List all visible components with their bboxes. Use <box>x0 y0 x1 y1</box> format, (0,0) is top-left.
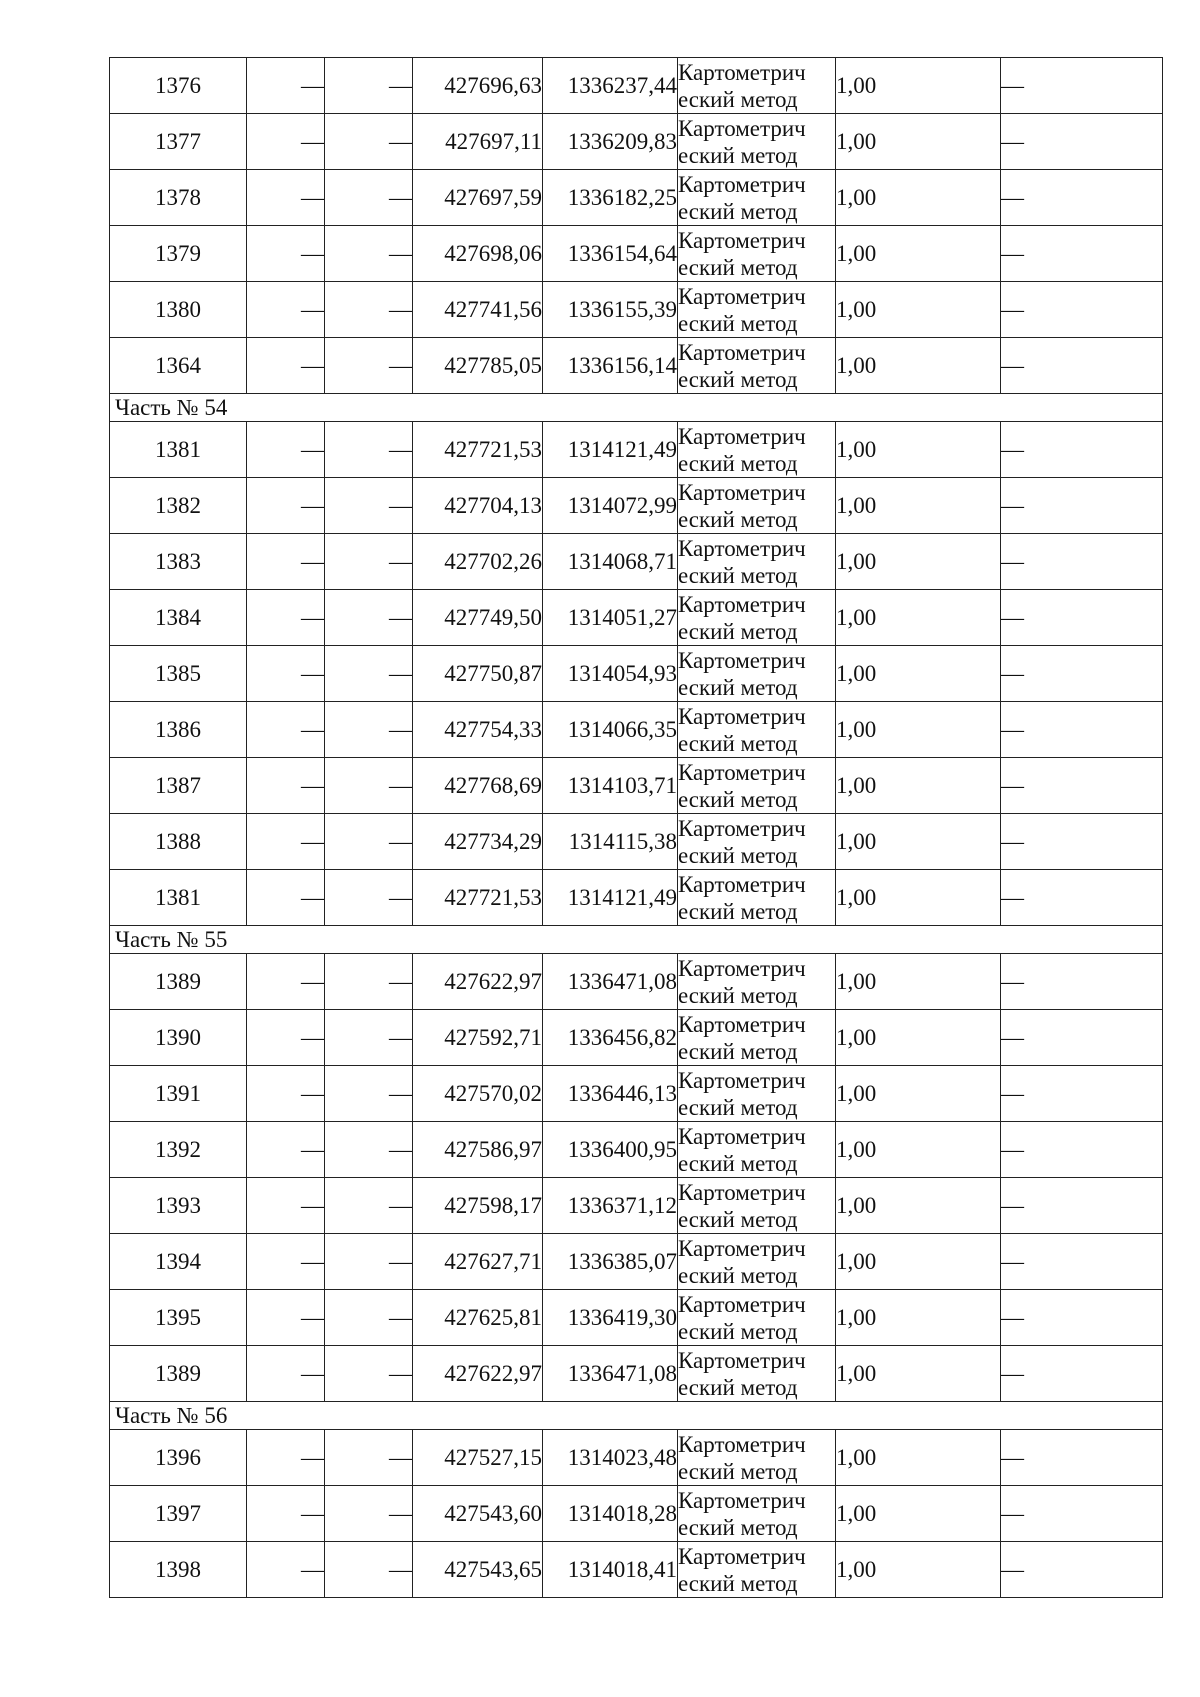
old-y-dash: — <box>325 646 413 702</box>
accuracy-value: 1,00 <box>836 646 1001 702</box>
old-y-dash: — <box>325 1346 413 1402</box>
description-dash: — <box>1001 1178 1163 1234</box>
old-y-dash: — <box>325 422 413 478</box>
coordinate-y: 1314072,99 <box>543 478 678 534</box>
accuracy-value: 1,00 <box>836 1122 1001 1178</box>
method-line-2: еский метод <box>678 1150 798 1176</box>
method-cell <box>678 1486 836 1542</box>
method-line-1: Картометрич <box>678 283 806 309</box>
table-row <box>110 534 1163 590</box>
point-number: 1379 <box>110 226 247 282</box>
coordinate-x: 427750,87 <box>413 646 543 702</box>
old-y-dash: — <box>325 1290 413 1346</box>
description-dash: — <box>1001 1486 1163 1542</box>
table-row <box>110 170 1163 226</box>
method-line-1: Картометрич <box>678 1487 806 1513</box>
accuracy-value: 1,00 <box>836 1542 1001 1598</box>
description-dash: — <box>1001 870 1163 926</box>
point-number: 1389 <box>110 1346 247 1402</box>
accuracy-value: 1,00 <box>836 1430 1001 1486</box>
coordinate-y: 1314066,35 <box>543 702 678 758</box>
coordinate-x: 427702,26 <box>413 534 543 590</box>
method-cell <box>678 702 836 758</box>
coordinate-y: 1314103,71 <box>543 758 678 814</box>
coordinate-y: 1314023,48 <box>543 1430 678 1486</box>
point-number: 1381 <box>110 870 247 926</box>
method-line-2: еский метод <box>678 562 798 588</box>
point-number: 1386 <box>110 702 247 758</box>
accuracy-value: 1,00 <box>836 590 1001 646</box>
coordinate-y: 1336237,44 <box>543 58 678 114</box>
table-row <box>110 226 1163 282</box>
method-cell <box>678 422 836 478</box>
coordinate-y: 1336154,64 <box>543 226 678 282</box>
coordinate-x: 427625,81 <box>413 1290 543 1346</box>
method-line-2: еский метод <box>678 982 798 1008</box>
old-y-dash: — <box>325 282 413 338</box>
old-x-dash: — <box>247 814 325 870</box>
coordinates-table <box>109 57 1163 1598</box>
description-dash: — <box>1001 338 1163 394</box>
table-row <box>110 1430 1163 1486</box>
description-dash: — <box>1001 282 1163 338</box>
table-row <box>110 1542 1163 1598</box>
method-line-1: Картометрич <box>678 1431 806 1457</box>
point-number: 1393 <box>110 1178 247 1234</box>
method-line-1: Картометрич <box>678 871 806 897</box>
table-row <box>110 702 1163 758</box>
coordinate-x: 427622,97 <box>413 954 543 1010</box>
coordinate-x: 427768,69 <box>413 758 543 814</box>
point-number: 1392 <box>110 1122 247 1178</box>
accuracy-value: 1,00 <box>836 338 1001 394</box>
description-dash: — <box>1001 1430 1163 1486</box>
coordinate-x: 427543,60 <box>413 1486 543 1542</box>
old-y-dash: — <box>325 1234 413 1290</box>
description-dash: — <box>1001 590 1163 646</box>
table-row <box>110 1178 1163 1234</box>
method-line-2: еский метод <box>678 730 798 756</box>
point-number: 1387 <box>110 758 247 814</box>
coordinate-x: 427704,13 <box>413 478 543 534</box>
old-y-dash: — <box>325 814 413 870</box>
description-dash: — <box>1001 702 1163 758</box>
table-row <box>110 758 1163 814</box>
method-cell <box>678 282 836 338</box>
point-number: 1378 <box>110 170 247 226</box>
old-x-dash: — <box>247 58 325 114</box>
method-cell <box>678 1346 836 1402</box>
method-line-2: еский метод <box>678 1318 798 1344</box>
table-row <box>110 1346 1163 1402</box>
coordinate-x: 427697,11 <box>413 114 543 170</box>
point-number: 1364 <box>110 338 247 394</box>
coordinate-y: 1314018,28 <box>543 1486 678 1542</box>
coordinate-y: 1336182,25 <box>543 170 678 226</box>
old-y-dash: — <box>325 534 413 590</box>
old-x-dash: — <box>247 870 325 926</box>
method-cell <box>678 814 836 870</box>
method-line-1: Картометрич <box>678 759 806 785</box>
coordinate-x: 427721,53 <box>413 870 543 926</box>
point-number: 1389 <box>110 954 247 1010</box>
method-line-2: еский метод <box>678 1514 798 1540</box>
coordinate-x: 427734,29 <box>413 814 543 870</box>
method-line-1: Картометрич <box>678 479 806 505</box>
method-line-2: еский метод <box>678 898 798 924</box>
part-header-row <box>110 1402 1163 1430</box>
old-x-dash: — <box>247 170 325 226</box>
method-cell <box>678 338 836 394</box>
coordinate-x: 427749,50 <box>413 590 543 646</box>
part-header-row <box>110 926 1163 954</box>
method-cell <box>678 114 836 170</box>
point-number: 1390 <box>110 1010 247 1066</box>
coordinate-x: 427598,17 <box>413 1178 543 1234</box>
method-line-1: Картометрич <box>678 703 806 729</box>
table-row <box>110 114 1163 170</box>
part-label: Часть № 54 <box>110 394 1163 422</box>
method-line-2: еский метод <box>678 1038 798 1064</box>
table-row <box>110 1010 1163 1066</box>
coordinate-y: 1314054,93 <box>543 646 678 702</box>
coordinate-y: 1336446,13 <box>543 1066 678 1122</box>
old-x-dash: — <box>247 1010 325 1066</box>
point-number: 1380 <box>110 282 247 338</box>
table-row <box>110 338 1163 394</box>
old-x-dash: — <box>247 282 325 338</box>
table-row <box>110 1486 1163 1542</box>
point-number: 1397 <box>110 1486 247 1542</box>
accuracy-value: 1,00 <box>836 758 1001 814</box>
coordinate-x: 427592,71 <box>413 1010 543 1066</box>
description-dash: — <box>1001 646 1163 702</box>
old-x-dash: — <box>247 1346 325 1402</box>
method-line-1: Картометрич <box>678 1011 806 1037</box>
method-cell <box>678 646 836 702</box>
coordinate-y: 1336385,07 <box>543 1234 678 1290</box>
method-line-1: Картометрич <box>678 815 806 841</box>
description-dash: — <box>1001 114 1163 170</box>
table-row <box>110 282 1163 338</box>
method-cell <box>678 226 836 282</box>
description-dash: — <box>1001 758 1163 814</box>
old-y-dash: — <box>325 1010 413 1066</box>
coordinate-y: 1336371,12 <box>543 1178 678 1234</box>
old-x-dash: — <box>247 1066 325 1122</box>
method-line-1: Картометрич <box>678 171 806 197</box>
description-dash: — <box>1001 954 1163 1010</box>
table-row <box>110 58 1163 114</box>
coordinate-y: 1314051,27 <box>543 590 678 646</box>
method-line-2: еский метод <box>678 786 798 812</box>
accuracy-value: 1,00 <box>836 226 1001 282</box>
old-x-dash: — <box>247 1290 325 1346</box>
method-cell <box>678 1066 836 1122</box>
description-dash: — <box>1001 58 1163 114</box>
method-line-1: Картометрич <box>678 1179 806 1205</box>
description-dash: — <box>1001 1122 1163 1178</box>
method-line-2: еский метод <box>678 1094 798 1120</box>
old-y-dash: — <box>325 954 413 1010</box>
old-x-dash: — <box>247 1542 325 1598</box>
old-y-dash: — <box>325 114 413 170</box>
point-number: 1398 <box>110 1542 247 1598</box>
description-dash: — <box>1001 478 1163 534</box>
accuracy-value: 1,00 <box>836 170 1001 226</box>
old-y-dash: — <box>325 1486 413 1542</box>
old-x-dash: — <box>247 702 325 758</box>
method-line-2: еский метод <box>678 86 798 112</box>
old-x-dash: — <box>247 758 325 814</box>
method-line-1: Картометрич <box>678 955 806 981</box>
old-y-dash: — <box>325 758 413 814</box>
description-dash: — <box>1001 1290 1163 1346</box>
coordinate-y: 1336419,30 <box>543 1290 678 1346</box>
table-row <box>110 646 1163 702</box>
method-cell <box>678 478 836 534</box>
method-cell <box>678 1122 836 1178</box>
coordinate-y: 1336155,39 <box>543 282 678 338</box>
point-number: 1396 <box>110 1430 247 1486</box>
coordinate-x: 427785,05 <box>413 338 543 394</box>
coordinate-x: 427697,59 <box>413 170 543 226</box>
accuracy-value: 1,00 <box>836 814 1001 870</box>
coordinate-x: 427696,63 <box>413 58 543 114</box>
method-line-1: Картометрич <box>678 1347 806 1373</box>
description-dash: — <box>1001 226 1163 282</box>
old-x-dash: — <box>247 534 325 590</box>
table-row <box>110 954 1163 1010</box>
method-line-1: Картометрич <box>678 423 806 449</box>
table-row <box>110 1290 1163 1346</box>
old-y-dash: — <box>325 702 413 758</box>
old-y-dash: — <box>325 58 413 114</box>
coordinates-document <box>109 57 1162 1598</box>
description-dash: — <box>1001 1010 1163 1066</box>
old-y-dash: — <box>325 1066 413 1122</box>
old-y-dash: — <box>325 338 413 394</box>
description-dash: — <box>1001 534 1163 590</box>
method-cell <box>678 1178 836 1234</box>
method-line-2: еский метод <box>678 142 798 168</box>
old-x-dash: — <box>247 478 325 534</box>
coordinate-y: 1314068,71 <box>543 534 678 590</box>
coordinate-x: 427741,56 <box>413 282 543 338</box>
accuracy-value: 1,00 <box>836 1346 1001 1402</box>
method-cell <box>678 1430 836 1486</box>
table-row <box>110 814 1163 870</box>
method-cell <box>678 870 836 926</box>
method-line-2: еский метод <box>678 366 798 392</box>
table-row <box>110 422 1163 478</box>
coordinate-x: 427586,97 <box>413 1122 543 1178</box>
table-row <box>110 590 1163 646</box>
old-y-dash: — <box>325 478 413 534</box>
old-x-dash: — <box>247 1122 325 1178</box>
method-line-2: еский метод <box>678 450 798 476</box>
accuracy-value: 1,00 <box>836 1486 1001 1542</box>
coordinate-x: 427627,71 <box>413 1234 543 1290</box>
old-x-dash: — <box>247 1178 325 1234</box>
method-line-2: еский метод <box>678 1458 798 1484</box>
coordinate-x: 427721,53 <box>413 422 543 478</box>
old-y-dash: — <box>325 1542 413 1598</box>
accuracy-value: 1,00 <box>836 954 1001 1010</box>
method-line-1: Картометрич <box>678 1291 806 1317</box>
accuracy-value: 1,00 <box>836 422 1001 478</box>
method-cell <box>678 1010 836 1066</box>
coordinate-x: 427570,02 <box>413 1066 543 1122</box>
table-row <box>110 1122 1163 1178</box>
accuracy-value: 1,00 <box>836 870 1001 926</box>
table-body <box>110 58 1163 1598</box>
method-line-2: еский метод <box>678 506 798 532</box>
table-row <box>110 478 1163 534</box>
coordinate-y: 1336471,08 <box>543 1346 678 1402</box>
old-y-dash: — <box>325 590 413 646</box>
method-cell <box>678 954 836 1010</box>
accuracy-value: 1,00 <box>836 702 1001 758</box>
point-number: 1388 <box>110 814 247 870</box>
part-label: Часть № 55 <box>110 926 1163 954</box>
coordinate-y: 1336209,83 <box>543 114 678 170</box>
coordinate-y: 1314121,49 <box>543 422 678 478</box>
method-line-1: Картометрич <box>678 591 806 617</box>
coordinate-x: 427543,65 <box>413 1542 543 1598</box>
old-x-dash: — <box>247 338 325 394</box>
method-cell <box>678 534 836 590</box>
method-line-2: еский метод <box>678 1206 798 1232</box>
method-line-2: еский метод <box>678 198 798 224</box>
accuracy-value: 1,00 <box>836 58 1001 114</box>
point-number: 1384 <box>110 590 247 646</box>
method-line-2: еский метод <box>678 674 798 700</box>
accuracy-value: 1,00 <box>836 1066 1001 1122</box>
table-row <box>110 1066 1163 1122</box>
point-number: 1391 <box>110 1066 247 1122</box>
method-line-2: еский метод <box>678 1374 798 1400</box>
coordinate-x: 427754,33 <box>413 702 543 758</box>
method-cell <box>678 758 836 814</box>
accuracy-value: 1,00 <box>836 282 1001 338</box>
part-header-row <box>110 394 1163 422</box>
description-dash: — <box>1001 1346 1163 1402</box>
method-line-2: еский метод <box>678 254 798 280</box>
method-line-1: Картометрич <box>678 647 806 673</box>
method-line-1: Картометрич <box>678 1067 806 1093</box>
old-y-dash: — <box>325 226 413 282</box>
method-line-2: еский метод <box>678 1262 798 1288</box>
coordinate-y: 1314121,49 <box>543 870 678 926</box>
accuracy-value: 1,00 <box>836 1010 1001 1066</box>
coordinate-x: 427698,06 <box>413 226 543 282</box>
method-line-1: Картометрич <box>678 1123 806 1149</box>
accuracy-value: 1,00 <box>836 478 1001 534</box>
method-cell <box>678 1234 836 1290</box>
old-x-dash: — <box>247 1486 325 1542</box>
point-number: 1385 <box>110 646 247 702</box>
old-y-dash: — <box>325 1178 413 1234</box>
point-number: 1383 <box>110 534 247 590</box>
method-cell <box>678 170 836 226</box>
old-y-dash: — <box>325 1122 413 1178</box>
coordinate-x: 427622,97 <box>413 1346 543 1402</box>
method-line-1: Картометрич <box>678 115 806 141</box>
method-line-1: Картометрич <box>678 339 806 365</box>
description-dash: — <box>1001 1234 1163 1290</box>
coordinate-y: 1336456,82 <box>543 1010 678 1066</box>
method-line-1: Картометрич <box>678 1543 806 1569</box>
method-cell <box>678 58 836 114</box>
point-number: 1382 <box>110 478 247 534</box>
method-line-1: Картометрич <box>678 535 806 561</box>
old-x-dash: — <box>247 954 325 1010</box>
point-number: 1381 <box>110 422 247 478</box>
method-cell <box>678 1290 836 1346</box>
coordinate-y: 1336400,95 <box>543 1122 678 1178</box>
method-line-1: Картометрич <box>678 1235 806 1261</box>
description-dash: — <box>1001 422 1163 478</box>
coordinate-y: 1314018,41 <box>543 1542 678 1598</box>
old-y-dash: — <box>325 1430 413 1486</box>
old-y-dash: — <box>325 870 413 926</box>
old-y-dash: — <box>325 170 413 226</box>
method-line-1: Картометрич <box>678 59 806 85</box>
accuracy-value: 1,00 <box>836 114 1001 170</box>
description-dash: — <box>1001 1542 1163 1598</box>
method-cell <box>678 590 836 646</box>
coordinate-y: 1336156,14 <box>543 338 678 394</box>
accuracy-value: 1,00 <box>836 1234 1001 1290</box>
accuracy-value: 1,00 <box>836 1290 1001 1346</box>
accuracy-value: 1,00 <box>836 534 1001 590</box>
table-row <box>110 1234 1163 1290</box>
old-x-dash: — <box>247 646 325 702</box>
accuracy-value: 1,00 <box>836 1178 1001 1234</box>
method-line-1: Картометрич <box>678 227 806 253</box>
method-line-2: еский метод <box>678 310 798 336</box>
old-x-dash: — <box>247 114 325 170</box>
old-x-dash: — <box>247 1430 325 1486</box>
method-line-2: еский метод <box>678 842 798 868</box>
coordinate-y: 1336471,08 <box>543 954 678 1010</box>
old-x-dash: — <box>247 422 325 478</box>
table-row <box>110 870 1163 926</box>
part-label: Часть № 56 <box>110 1402 1163 1430</box>
method-line-2: еский метод <box>678 1570 798 1596</box>
description-dash: — <box>1001 170 1163 226</box>
point-number: 1394 <box>110 1234 247 1290</box>
description-dash: — <box>1001 814 1163 870</box>
method-cell <box>678 1542 836 1598</box>
old-x-dash: — <box>247 590 325 646</box>
point-number: 1377 <box>110 114 247 170</box>
point-number: 1376 <box>110 58 247 114</box>
point-number: 1395 <box>110 1290 247 1346</box>
old-x-dash: — <box>247 226 325 282</box>
old-x-dash: — <box>247 1234 325 1290</box>
method-line-2: еский метод <box>678 618 798 644</box>
coordinate-y: 1314115,38 <box>543 814 678 870</box>
description-dash: — <box>1001 1066 1163 1122</box>
coordinate-x: 427527,15 <box>413 1430 543 1486</box>
